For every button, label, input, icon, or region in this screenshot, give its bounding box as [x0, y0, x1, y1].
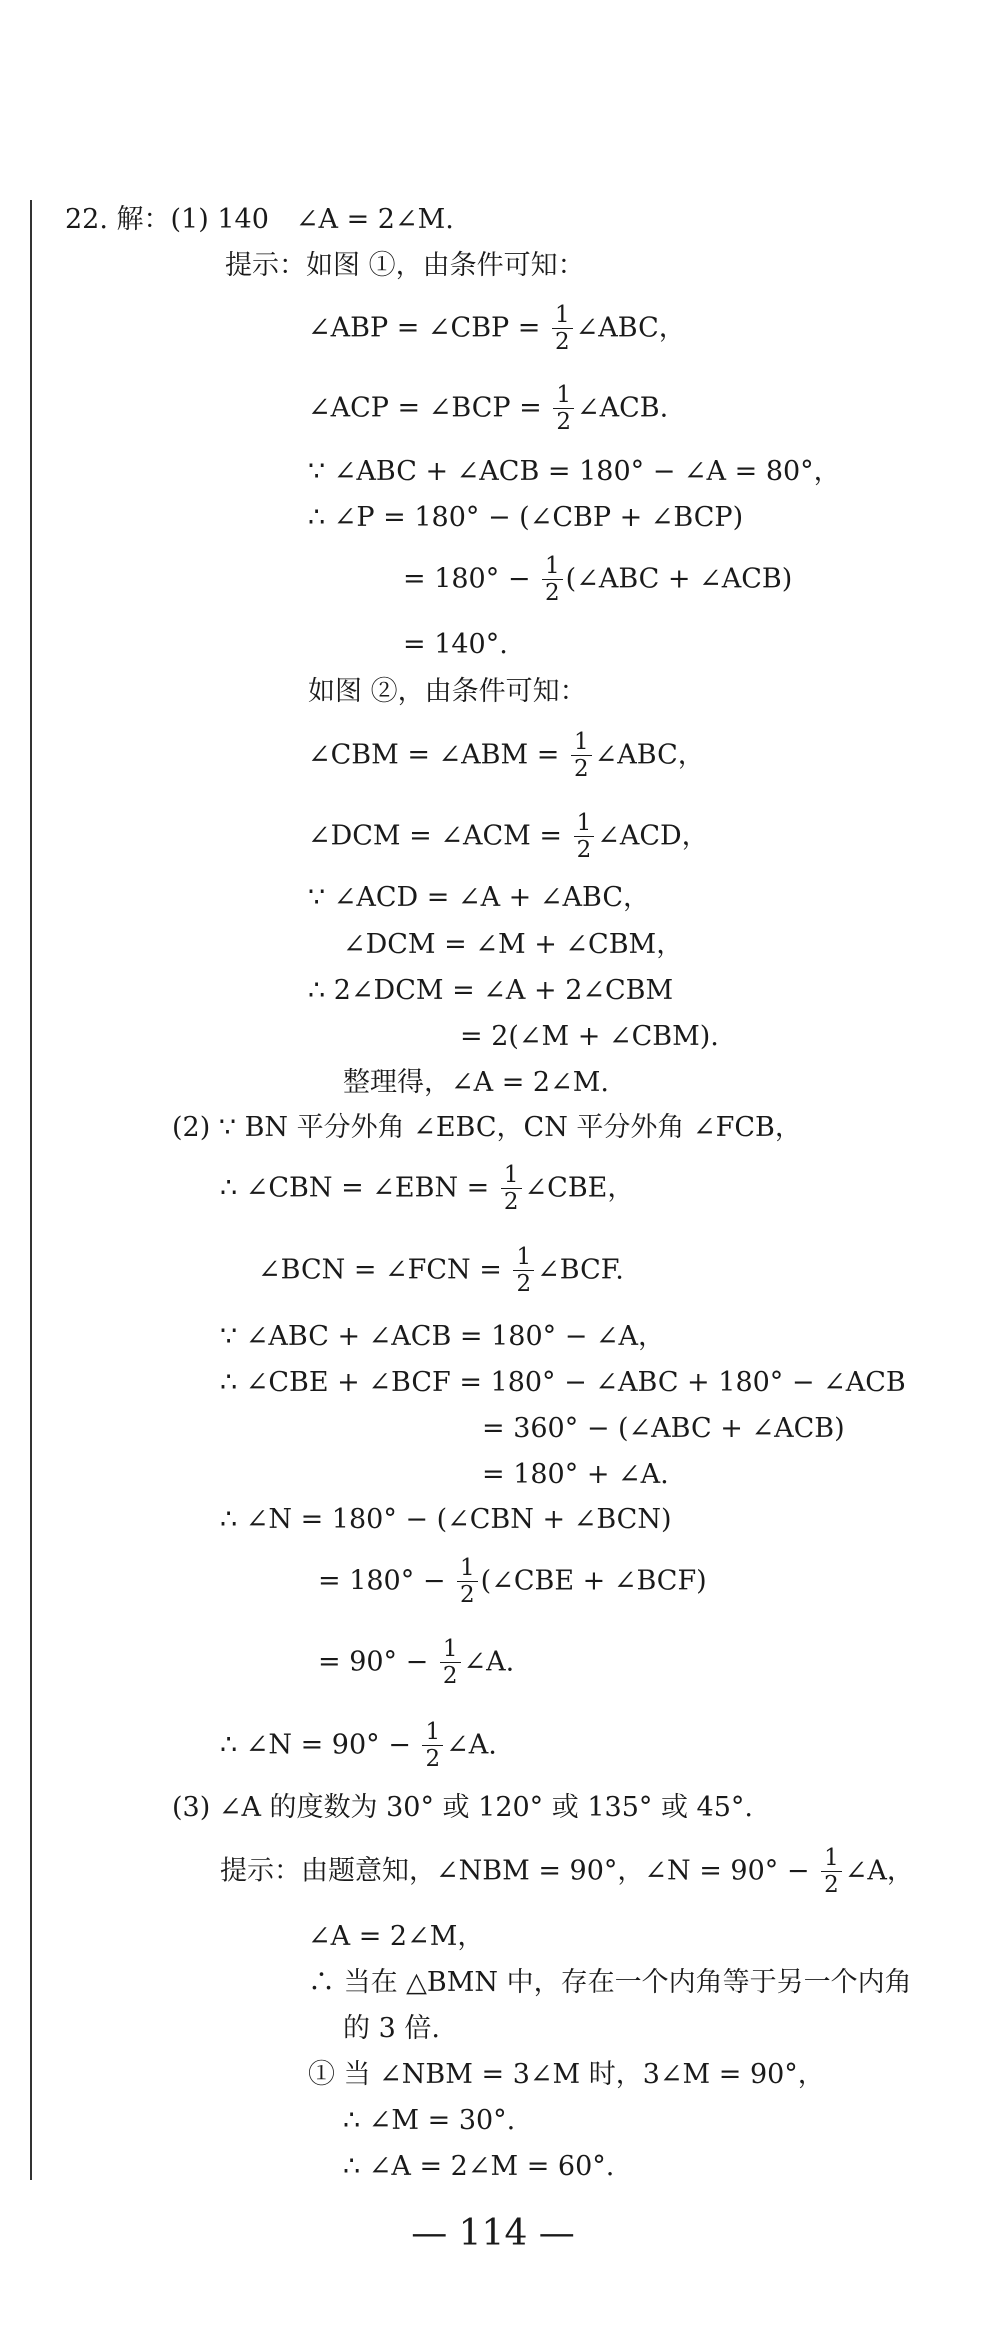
line-text: = 90° −	[318, 1646, 437, 1678]
solution-line	[343, 1066, 609, 1100]
solution-line	[308, 1966, 912, 2000]
line-text: 22. 解：(1) 140 ∠A = 2∠M.	[65, 204, 454, 235]
line-text: ∠BCN = ∠FCN =	[258, 1254, 511, 1286]
line-text: ∠CBE，	[524, 1172, 635, 1204]
line-text: = 140°.	[403, 629, 508, 660]
fraction	[457, 1556, 478, 1607]
solution-line	[308, 2058, 825, 2092]
fraction-denominator: 2	[442, 1663, 458, 1689]
fraction	[422, 1720, 443, 1771]
solution-line	[308, 730, 705, 781]
line-text: ∴ ∠M = 30°.	[343, 2105, 516, 2136]
solution-line	[220, 1163, 634, 1214]
solution-line	[172, 1111, 802, 1145]
solution-line	[225, 249, 585, 283]
solution-line	[220, 1846, 914, 1897]
fraction	[440, 1637, 461, 1688]
line-text: (2) ∵ BN 平分外角 ∠EBC，CN 平分外角 ∠FCB，	[172, 1112, 802, 1143]
fraction-numerator: 1	[571, 730, 592, 756]
solution-line	[220, 1366, 906, 1400]
line-text: 整理得，∠A = 2∠M.	[343, 1067, 609, 1098]
solution-line	[308, 501, 743, 535]
line-text: = 2(∠M + ∠CBM).	[460, 1021, 719, 1052]
line-text: (3) ∠A 的度数为 30° 或 120° 或 135° 或 45°.	[172, 1792, 753, 1823]
solution-line	[482, 1412, 845, 1446]
solution-line	[343, 2104, 515, 2138]
fraction	[501, 1163, 522, 1214]
line-text: ∴ ∠CBN = ∠EBN =	[220, 1172, 498, 1204]
solution-line	[220, 1320, 665, 1354]
line-text: ∠ABP = ∠CBP =	[308, 312, 549, 344]
line-text: ∠A = 2∠M，	[308, 1921, 485, 1952]
solution-line	[403, 628, 508, 662]
line-text: ∠A，	[844, 1855, 914, 1887]
line-text: = 360° − (∠ABC + ∠ACB)	[482, 1413, 845, 1444]
line-text: ∠BCF.	[537, 1254, 624, 1286]
fraction-numerator: 1	[552, 303, 573, 329]
fraction-numerator: 1	[513, 1245, 534, 1271]
fraction-numerator: 1	[440, 1637, 461, 1663]
solution-line	[482, 1458, 669, 1492]
solution-line	[258, 1245, 624, 1296]
line-text: (∠CBE + ∠BCF)	[480, 1565, 707, 1597]
line-text: ① 当 ∠NBM = 3∠M 时，3∠M = 90°，	[308, 2059, 825, 2090]
solution-line	[343, 928, 683, 962]
fraction-denominator: 2	[556, 409, 571, 435]
line-text: = 180° + ∠A.	[482, 1459, 669, 1490]
solution-line	[220, 1503, 671, 1537]
fraction	[513, 1245, 534, 1296]
fraction-denominator: 2	[516, 1271, 532, 1297]
line-text: ∴ ∠P = 180° − (∠CBP + ∠BCP)	[308, 502, 744, 533]
solution-line	[343, 2150, 614, 2184]
page-number: — 114 —	[411, 2213, 575, 2254]
fraction-numerator: 1	[553, 383, 574, 409]
fraction	[552, 303, 573, 354]
solution-line	[460, 1020, 719, 1054]
fraction-denominator: 2	[545, 580, 560, 606]
line-text: ∴ 2∠DCM = ∠A + 2∠CBM	[308, 975, 674, 1006]
line-text: ∵ ∠ACD = ∠A + ∠ABC，	[308, 882, 651, 913]
solution-line	[403, 554, 792, 605]
fraction-denominator: 2	[460, 1582, 475, 1608]
line-text: ∠ABC，	[575, 312, 686, 344]
fraction-numerator: 1	[542, 554, 563, 580]
line-text: ∵ ∠ABC + ∠ACB = 180° − ∠A = 80°，	[308, 456, 841, 487]
solution-line	[343, 2012, 440, 2046]
solution-line	[220, 1720, 497, 1771]
solution-line	[308, 383, 668, 434]
solution-line	[308, 675, 587, 709]
line-text: 提示：如图 ①，由条件可知：	[225, 250, 585, 281]
fraction	[542, 554, 563, 605]
solution-line	[308, 811, 709, 862]
line-text: ∠DCM = ∠M + ∠CBM，	[343, 929, 684, 960]
line-text: 提示：由题意知，∠NBM = 90°，∠N = 90° −	[220, 1855, 819, 1887]
line-text: ∴ 当在 △BMN 中，存在一个内角等于另一个内角	[308, 1967, 912, 1998]
fraction	[821, 1846, 842, 1897]
fraction-denominator: 2	[503, 1189, 519, 1215]
solution-line	[308, 303, 686, 354]
fraction-denominator: 2	[555, 329, 570, 355]
line-text: ∴ ∠N = 180° − (∠CBN + ∠BCN)	[220, 1504, 672, 1535]
line-text: 如图 ②，由条件可知：	[308, 676, 587, 707]
solution-line	[308, 455, 841, 489]
fraction-numerator: 1	[457, 1556, 478, 1582]
line-text: = 180° −	[403, 563, 540, 595]
left-margin-rule	[30, 200, 32, 2180]
line-text: ∠ABC，	[594, 739, 705, 771]
line-text: ∠CBM = ∠ABM =	[308, 739, 568, 771]
line-text: ∵ ∠ABC + ∠ACB = 180° − ∠A，	[220, 1321, 666, 1352]
line-text: ∠A.	[463, 1646, 515, 1678]
line-text: ∠ACP = ∠BCP =	[308, 392, 551, 424]
fraction-numerator: 1	[821, 1846, 842, 1872]
solution-line	[308, 974, 673, 1008]
solution-line	[308, 1920, 484, 1954]
fraction-denominator: 2	[824, 1872, 839, 1898]
fraction-numerator: 1	[501, 1163, 522, 1189]
fraction	[553, 383, 574, 434]
line-text: ∴ ∠N = 90° −	[220, 1729, 420, 1761]
line-text: ∠A.	[446, 1729, 497, 1761]
line-text: 的 3 倍.	[343, 2013, 440, 2044]
fraction-numerator: 1	[422, 1720, 443, 1746]
fraction-denominator: 2	[576, 837, 592, 863]
solution-line	[65, 203, 454, 237]
line-text: ∴ ∠CBE + ∠BCF = 180° − ∠ABC + 180° − ∠ACB	[220, 1367, 906, 1398]
line-text: ∴ ∠A = 2∠M = 60°.	[343, 2151, 615, 2182]
fraction-denominator: 2	[573, 756, 589, 782]
line-text: ∠ACB.	[576, 392, 669, 424]
solution-line	[318, 1637, 514, 1688]
fraction-denominator: 2	[425, 1746, 441, 1772]
line-text: (∠ABC + ∠ACB)	[565, 563, 793, 595]
solution-line	[318, 1556, 707, 1607]
line-text: ∠ACD，	[597, 820, 709, 852]
line-text: = 180° −	[318, 1565, 455, 1597]
fraction	[574, 811, 595, 862]
fraction	[571, 730, 592, 781]
solution-line	[172, 1791, 753, 1825]
solution-line	[308, 881, 650, 915]
line-text: ∠DCM = ∠ACM =	[308, 820, 571, 852]
fraction-numerator: 1	[574, 811, 595, 837]
